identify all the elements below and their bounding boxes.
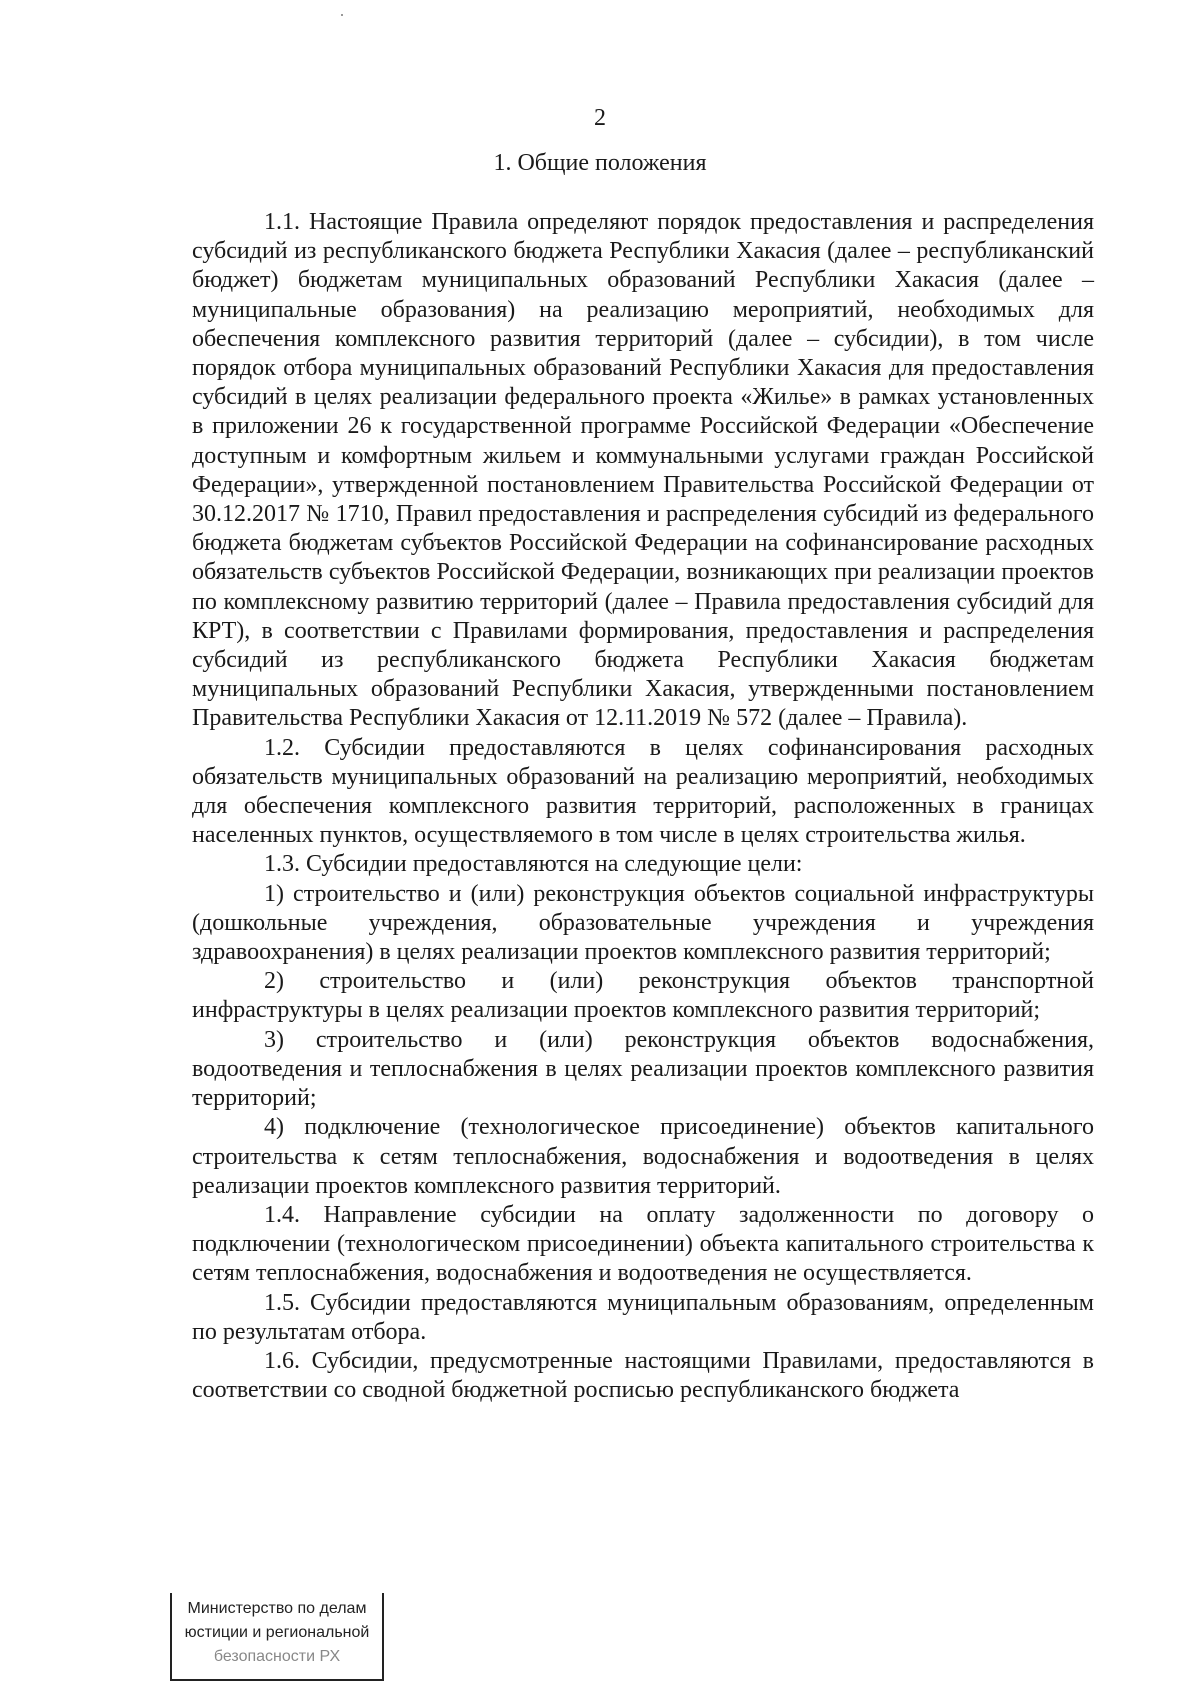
page-number: 2 [594, 105, 606, 131]
paragraph-1-3: 1.3. Субсидии предоставляются на следующие цели: [264, 851, 803, 878]
scan-speck [341, 14, 343, 16]
stamp-line-1: Министерство по делам [187, 1600, 367, 1617]
list-item-1: 1) строительство и (или) реконструкция объектов социальной инфраструктуры (дошкольные учреждения, образовательные учреждения и учреждения здравоохранения) в целях реализации проектов комплексного развития территорий; [192, 880, 1094, 966]
paragraph-1-6: 1.6. Субсидии, предусмотренные настоящими Правилами, предоставляются в соответствии со сводной бюджетной росписью республиканского бюджета [192, 1347, 1094, 1404]
ministry-stamp [170, 1593, 384, 1681]
section-heading: 1. Общие положения [493, 150, 707, 176]
list-item-3: 3) строительство и (или) реконструкция объектов водоснабжения, водоотведения и теплоснабжения в целях реализации проектов комплексного развития территорий; [192, 1026, 1094, 1112]
paragraph-1-4: 1.4. Направление субсидии на оплату задолженности по договору о подключении (технологическом присоединении) объекта капитального строительства к сетям теплоснабжения, водоснабжения и водоотведения не осуществляется. [192, 1201, 1094, 1287]
list-item-4: 4) подключение (технологическое присоединение) объектов капитального строительства к сетям теплоснабжения, водоснабжения и водоотведения в целях реализации проектов комплексного развития территорий. [192, 1114, 1094, 1199]
list-item-2: 2) строительство и (или) реконструкция объектов транспортной инфраструктуры в целях реализации проектов комплексного развития территорий; [192, 968, 1094, 1024]
body-text [192, 208, 1094, 1405]
paragraph-1-1: 1.1. Настоящие Правила определяют порядок предоставления и распределения субсидий из республиканского бюджета Республики Хакасия (далее – республиканский бюджет) бюджетам муниципальных образований Республики Хакасия (далее – муниципальные образования) на реализацию мероприятий, необходимых для обеспечения комплексного развития территорий (далее – субсидии), в том числе порядок отбора муниципальных образований Республики Хакасия для предоставления субсидий в целях реализации федерального проекта «Жилье» в рамках установленных в приложении 26 к государственной программе Российской Федерации «Обеспечение доступным и комфортным жильем и коммунальными услугами граждан Российской Федерации», утвержденной постановлением Правительства Российской Федерации от 30.12.2017 № 1710, Правил предоставления и распределения субсидий из федерального бюджета бюджетам субъектов Российской Федерации на софинансирование расходных обязательств субъектов Российской Федерации, возникающих при реализации проектов по комплексному развитию территорий (далее – Правила предоставления субсидий для КРТ), в соответствии с Правилами формирования, предоставления и распределения субсидий из республиканского бюджета Республики Хакасия бюджетам муниципальных образований Республики Хакасия, утвержденными постановлением Правительства Республики Хакасия от 12.11.2019 № 572 (далее – Правила). [192, 209, 1094, 732]
stamp-line-3: безопасности РХ [213, 1648, 341, 1665]
paragraph-1-2: 1.2. Субсидии предоставляются в целях софинансирования расходных обязательств муниципальных образований на реализацию мероприятий, необходимых для обеспечения комплексного развития территорий, расположенных в границах населенных пунктов, осуществляемого в том числе в целях строительства жилья. [192, 734, 1094, 849]
stamp-line-2: юстиции и региональной [184, 1624, 370, 1641]
paragraph-1-5: 1.5. Субсидии предоставляются муниципальным образованиям, определенным по результатам отбора. [192, 1289, 1094, 1345]
